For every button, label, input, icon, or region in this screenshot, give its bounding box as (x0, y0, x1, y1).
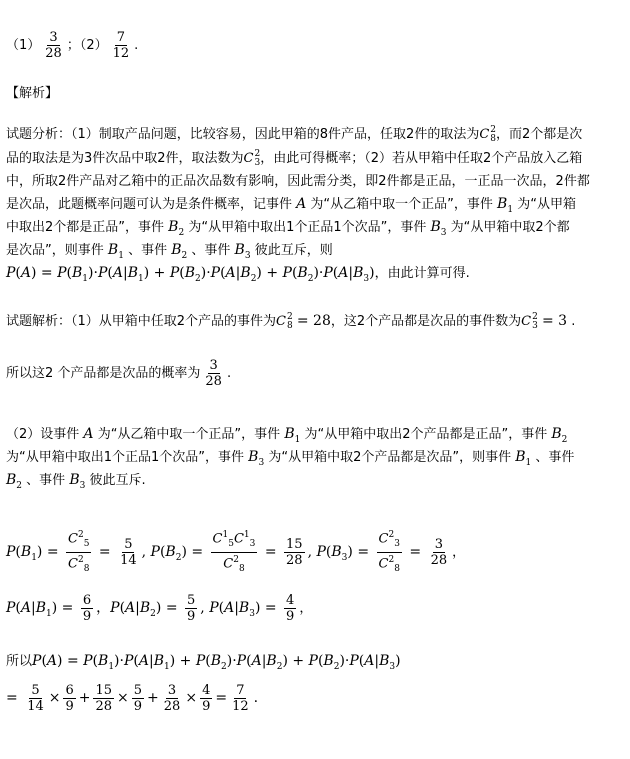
text-span: ，由此计算可得. (374, 266, 470, 281)
pb2-fraction (284, 537, 305, 568)
text-span: 彼此互斥. (89, 473, 146, 488)
result-fraction (230, 683, 251, 714)
math-span: = 28 (296, 313, 331, 329)
analysis-line-4: 是次品，此题概率问题可认为是条件概率，记事件 A 为“从乙箱中取一个正品”，事件 $B_1$ 为“从甲箱 (6, 196, 576, 215)
fraction-denominator: 28 (430, 552, 448, 568)
text-span: . (253, 690, 259, 706)
fraction-numerator: 7 (116, 30, 126, 45)
final-formula-line: 所以$P(A) = P(B_1)\cdot P(A|B_1) + P(B_2)\cdot P(A|B_2) + P(B_2)\cdot P(A|B_3)$ (6, 653, 401, 672)
text-span: ， (452, 544, 466, 560)
calc-fraction (200, 683, 212, 714)
calc-fraction (162, 683, 183, 714)
fraction-denominator: 9 (133, 699, 143, 714)
fraction-numerator: 5 (133, 683, 143, 698)
pb-values-line: $P(B_1)$ = $\frac{C^2_5}{C^2_8}$ = $\frac{5}{14}$ , $P(B_2)$ = $\frac{C^1_5C^1_3}{C^2_8}$ = $\frac{15}{28}$ , $P(B_3)$ = $\frac{C^2_3}{C^2_8}$ = $\frac{3}{28}$ ， (6, 528, 465, 577)
final-calc-line: = $\frac{5}{14}$ × $\frac{6}{9}$ + $\frac{15}{28}$ × $\frac{5}{9}$ + $\frac{3}{28}$ × $\frac{4}{9}$ = $\frac{7}{12}$ . (6, 683, 259, 714)
text-span: （2）设事件 (6, 427, 80, 442)
text-span: 为“从乙箱中取一个正品”，事件 (310, 197, 493, 212)
solution-line-5: $B_2$ 、事件 $B_3$ 彼此互斥. (6, 472, 146, 491)
calc-fraction (132, 683, 144, 714)
fraction-numerator: 15 (95, 683, 113, 698)
text-span: 为“从甲箱中取出1个正品1个次品”，事件 (6, 450, 245, 465)
fraction-numerator: 5 (31, 683, 40, 698)
text-span: 中取出2个都是正品”，事件 (6, 220, 165, 235)
fraction-denominator: 9 (82, 609, 92, 624)
answer-part1-label: （1） (6, 38, 41, 53)
fraction-denominator: 14 (27, 699, 44, 714)
text-span: . (226, 366, 232, 381)
analysis-line-5: 中取出2个都是正品”，事件 $B_2$ 为“从甲箱中取出1个正品1个次品”，事件 $B_3$ 为“从甲箱中取2个都 (6, 219, 570, 238)
fraction-denominator: 12 (232, 699, 249, 714)
text-span: 所以这2 个产品都是次品的概率为 (6, 366, 201, 381)
pab3-fraction (284, 593, 296, 624)
fraction-numerator: 3 (209, 358, 218, 373)
text-span: ，而2个都是次 (496, 127, 583, 142)
math-span: = 3 (541, 313, 568, 329)
text-span: 是次品”，则事件 (6, 243, 104, 258)
fraction-numerator: 7 (236, 683, 245, 698)
fraction-numerator: 4 (202, 683, 211, 698)
text-span: 是次品，此题概率问题可认为是条件概率，记事件 (6, 197, 293, 212)
fraction-denominator: 9 (202, 699, 211, 714)
solution-line-3: （2）设事件 A 为“从乙箱中取一个正品”，事件 $B_1$ 为“从甲箱中取出2个产品都是正品”，事件 $B_2$ (6, 426, 568, 445)
c-ratio-fraction: $\frac{C^1_5C^1_3}{C^2_8}$ (212, 530, 256, 574)
fraction-denominator: 28 (163, 699, 181, 714)
text-span: 试题解析：（1）从甲箱中任取2个产品的事件为 (6, 314, 277, 329)
text-span: 试题分析：（1）制取产品问题，比较容易，因此甲箱的8件产品，任取2件的取法为 (6, 127, 480, 142)
text-span: . (571, 314, 576, 329)
fraction-numerator: 6 (65, 683, 74, 698)
fraction-denominator: 9 (65, 699, 74, 714)
answer-part2-fraction (111, 30, 132, 61)
analysis-formula-line: $P(A) = P(B_1)\cdot P(A|B_1) + P(B_2)\cdot P(A|B_2) + P(B_2)\cdot P(A|B_3)$，由此计算可得. (6, 265, 470, 284)
answer-end: . (134, 38, 139, 53)
fraction-numerator: 5 (187, 593, 196, 608)
fraction-denominator: 12 (112, 46, 130, 61)
solution-line-4: 为“从甲箱中取出1个正品1个次品”，事件 $B_3$ 为“从甲箱中取2个产品都是次品”，则事件 $B_1$ 、事件 (6, 449, 575, 468)
text-span: 为“从甲箱 (517, 197, 576, 212)
calc-fraction (93, 683, 114, 714)
analysis-line-1: 试题分析：（1）制取产品问题，比较容易，因此甲箱的8件产品，任取2件的取法为C 2 8 ，而2个都是次 (6, 124, 583, 144)
solution-line-2 (6, 358, 231, 389)
fraction-numerator: 6 (82, 593, 92, 608)
text-span: ， (299, 601, 313, 616)
pab2-fraction (185, 593, 197, 624)
text-span: 为“从甲箱中取2个都 (450, 220, 570, 235)
text-span: 为“从乙箱中取一个正品”，事件 (97, 427, 281, 442)
text-span: 所以 (6, 654, 33, 669)
text-span: 、事件 (26, 473, 66, 488)
fraction-numerator: 3 (434, 536, 443, 552)
text-span: 、事件 (535, 450, 575, 465)
text-span: 为“从甲箱中取出2个产品都是正品”，事件 (304, 427, 548, 442)
fraction-numerator: 15 (286, 536, 303, 552)
fraction-denominator: 14 (120, 552, 137, 568)
answers-line (6, 30, 138, 61)
analysis-heading: 【解析】 (6, 86, 59, 101)
pb1-fraction (118, 537, 139, 568)
fraction-numerator: 4 (286, 593, 295, 608)
analysis-line-6: 是次品”，则事件 $B_1$ 、事件 $B_2$ 、事件 $B_3$ 彼此互斥，则 (6, 242, 333, 261)
fraction-denominator: 28 (286, 552, 303, 568)
answer-separator: ； (66, 38, 80, 53)
answer-part1-fraction (43, 30, 64, 61)
analysis-line-3: 中，所取2件产品对乙箱中的正品次品数有影响，因此需分类，即2件都是正品，一正品一次品，2件都 (6, 174, 590, 189)
pb3-fraction (429, 537, 450, 568)
text-span: ，由此可得概率；（2）若从甲箱中任取2个产品放入乙箱 (260, 151, 583, 166)
solution-line-1: 试题解析：（1）从甲箱中任取2个产品的事件为C 2 8 = 28，这2个产品都是次品的事件数为C 2 3 = 3 . (6, 311, 576, 331)
text-span: ，这2个产品都是次品的事件数为 (330, 314, 522, 329)
calc-fraction (25, 683, 46, 714)
c-ratio-fraction: $\frac{C^2_5}{C^2_8}$ (68, 530, 90, 574)
c-ratio-fraction: $\frac{C^2_3}{C^2_8}$ (378, 530, 400, 574)
answer-part2-label: （2） (79, 38, 108, 53)
text-span: 品的取法是为3件次品中取2件，取法数为 (6, 151, 244, 166)
calc-fraction (63, 683, 75, 714)
fraction-denominator: 28 (45, 46, 62, 61)
fraction-numerator: 3 (49, 30, 58, 45)
fraction-denominator: 28 (205, 374, 222, 389)
text-span: 为“从甲箱中取2个产品都是次品”，则事件 (268, 450, 512, 465)
fraction-denominator: 9 (286, 609, 295, 624)
text-span: 、事件 (128, 243, 168, 258)
pab-values-line: $P(A|B_1)$ = $\frac{6}{9}$ ，$P(A|B_2)$ = $\frac{5}{9}$ , $P(A|B_3)$ = $\frac{4}{9}$ ， (6, 593, 313, 624)
pab1-fraction (81, 593, 93, 624)
fraction-numerator: 3 (167, 683, 177, 698)
analysis-line-2: 品的取法是为3件次品中取2件，取法数为C 2 3 ，由此可得概率；（2）若从甲箱中任取2个产品放入乙箱 (6, 148, 583, 168)
fraction-denominator: 9 (187, 609, 196, 624)
text-span: 彼此互斥，则 (254, 243, 333, 258)
text-span: 、事件 (191, 243, 231, 258)
fraction-denominator: 28 (95, 699, 113, 714)
text-span: 为“从甲箱中取出1个正品1个次品”，事件 (188, 220, 427, 235)
probability-fraction (203, 358, 224, 389)
fraction-numerator: 5 (124, 536, 133, 552)
